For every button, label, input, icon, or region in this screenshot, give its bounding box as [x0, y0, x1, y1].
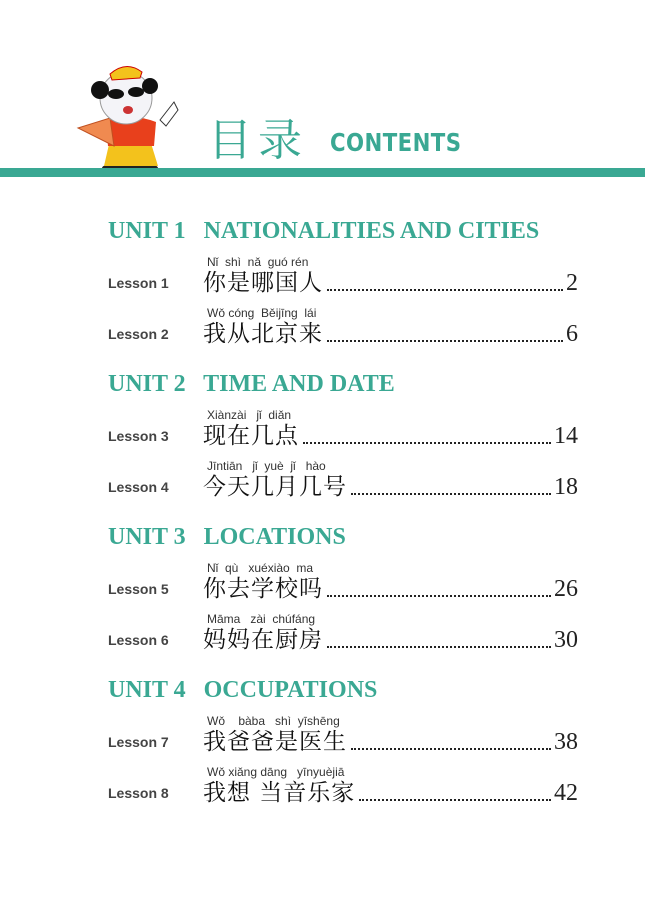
lesson-label: Lesson 5 [108, 581, 169, 597]
lesson-title[interactable]: 我从北京来 [203, 321, 323, 347]
lesson-title[interactable]: 你是哪国人 [203, 270, 323, 296]
lesson-entry[interactable] [108, 707, 578, 758]
lesson-title-row [203, 626, 578, 654]
lesson-pinyin: Wǒ cóng Běijīng lái [207, 306, 317, 320]
page-number[interactable]: 30 [554, 627, 578, 653]
lesson-title-row [203, 422, 578, 450]
lesson-title[interactable]: 我爸爸是医生 [203, 729, 347, 755]
unit-heading[interactable]: UNIT 2 TIME AND DATE [108, 371, 395, 397]
lesson-label: Lesson 1 [108, 275, 169, 291]
lesson-pinyin: Jīntiān jǐ yuè jǐ hào [207, 459, 326, 473]
lesson-entry[interactable] [108, 452, 578, 503]
contents-title-chinese: 目录 [208, 115, 308, 166]
unit-heading[interactable]: UNIT 3 LOCATIONS [108, 524, 346, 550]
panda-mascot-illustration [70, 60, 190, 178]
lesson-title[interactable]: 现在几点 [203, 423, 299, 449]
lesson-pinyin: Nǐ shì nǎ guó rén [207, 255, 309, 269]
lesson-entry[interactable] [108, 299, 578, 350]
lesson-title-row [203, 728, 578, 756]
lesson-title[interactable]: 你去学校吗 [203, 576, 323, 602]
page-number[interactable]: 42 [554, 780, 578, 806]
lesson-title-row [203, 473, 578, 501]
lesson-title-row [203, 779, 578, 807]
contents-title-english: CONTENTS [330, 128, 462, 157]
dot-leader [359, 799, 551, 801]
table-of-contents [108, 214, 578, 809]
dot-leader [351, 493, 551, 495]
lesson-title[interactable]: 妈妈在厨房 [203, 627, 323, 653]
lesson-label: Lesson 2 [108, 326, 169, 342]
dot-leader [327, 289, 563, 291]
lesson-label: Lesson 8 [108, 785, 169, 801]
lesson-entry[interactable] [108, 554, 578, 605]
dot-leader [303, 442, 551, 444]
page-number[interactable]: 26 [554, 576, 578, 602]
dot-leader [351, 748, 551, 750]
header-divider-bar [0, 168, 645, 177]
lesson-label: Lesson 6 [108, 632, 169, 648]
dot-leader [327, 595, 551, 597]
lesson-title[interactable]: 我想 当音乐家 [203, 780, 356, 806]
lesson-label: Lesson 7 [108, 734, 169, 750]
unit-section [108, 673, 578, 809]
lesson-title-row [203, 320, 578, 348]
lesson-entry[interactable] [108, 401, 578, 452]
page-number[interactable]: 14 [554, 423, 578, 449]
page-number[interactable]: 6 [566, 321, 578, 347]
unit-heading[interactable]: UNIT 1 NATIONALITIES AND CITIES [108, 218, 540, 244]
page-number[interactable]: 38 [554, 729, 578, 755]
unit-section [108, 214, 578, 350]
lesson-entry[interactable] [108, 248, 578, 299]
lesson-entry[interactable] [108, 758, 578, 809]
unit-section [108, 367, 578, 503]
unit-section [108, 520, 578, 656]
lesson-label: Lesson 3 [108, 428, 169, 444]
lesson-pinyin: Wǒ bàba shì yīshēng [207, 714, 340, 728]
lesson-title[interactable]: 今天几月几号 [203, 474, 347, 500]
lesson-pinyin: Wǒ xiǎng dāng yīnyuèjiā [207, 765, 345, 779]
lesson-label: Lesson 4 [108, 479, 169, 495]
lesson-entry[interactable] [108, 605, 578, 656]
page-number[interactable]: 18 [554, 474, 578, 500]
dot-leader [327, 340, 563, 342]
dot-leader [327, 646, 551, 648]
lesson-pinyin: Xiànzài jǐ diǎn [207, 408, 292, 422]
unit-heading[interactable]: UNIT 4 OCCUPATIONS [108, 677, 378, 703]
lesson-title-row [203, 269, 578, 297]
lesson-pinyin: Nǐ qù xuéxiào ma [207, 561, 314, 575]
lesson-title-row [203, 575, 578, 603]
lesson-pinyin: Māma zài chúfáng [207, 612, 316, 626]
page-number[interactable]: 2 [566, 270, 578, 296]
